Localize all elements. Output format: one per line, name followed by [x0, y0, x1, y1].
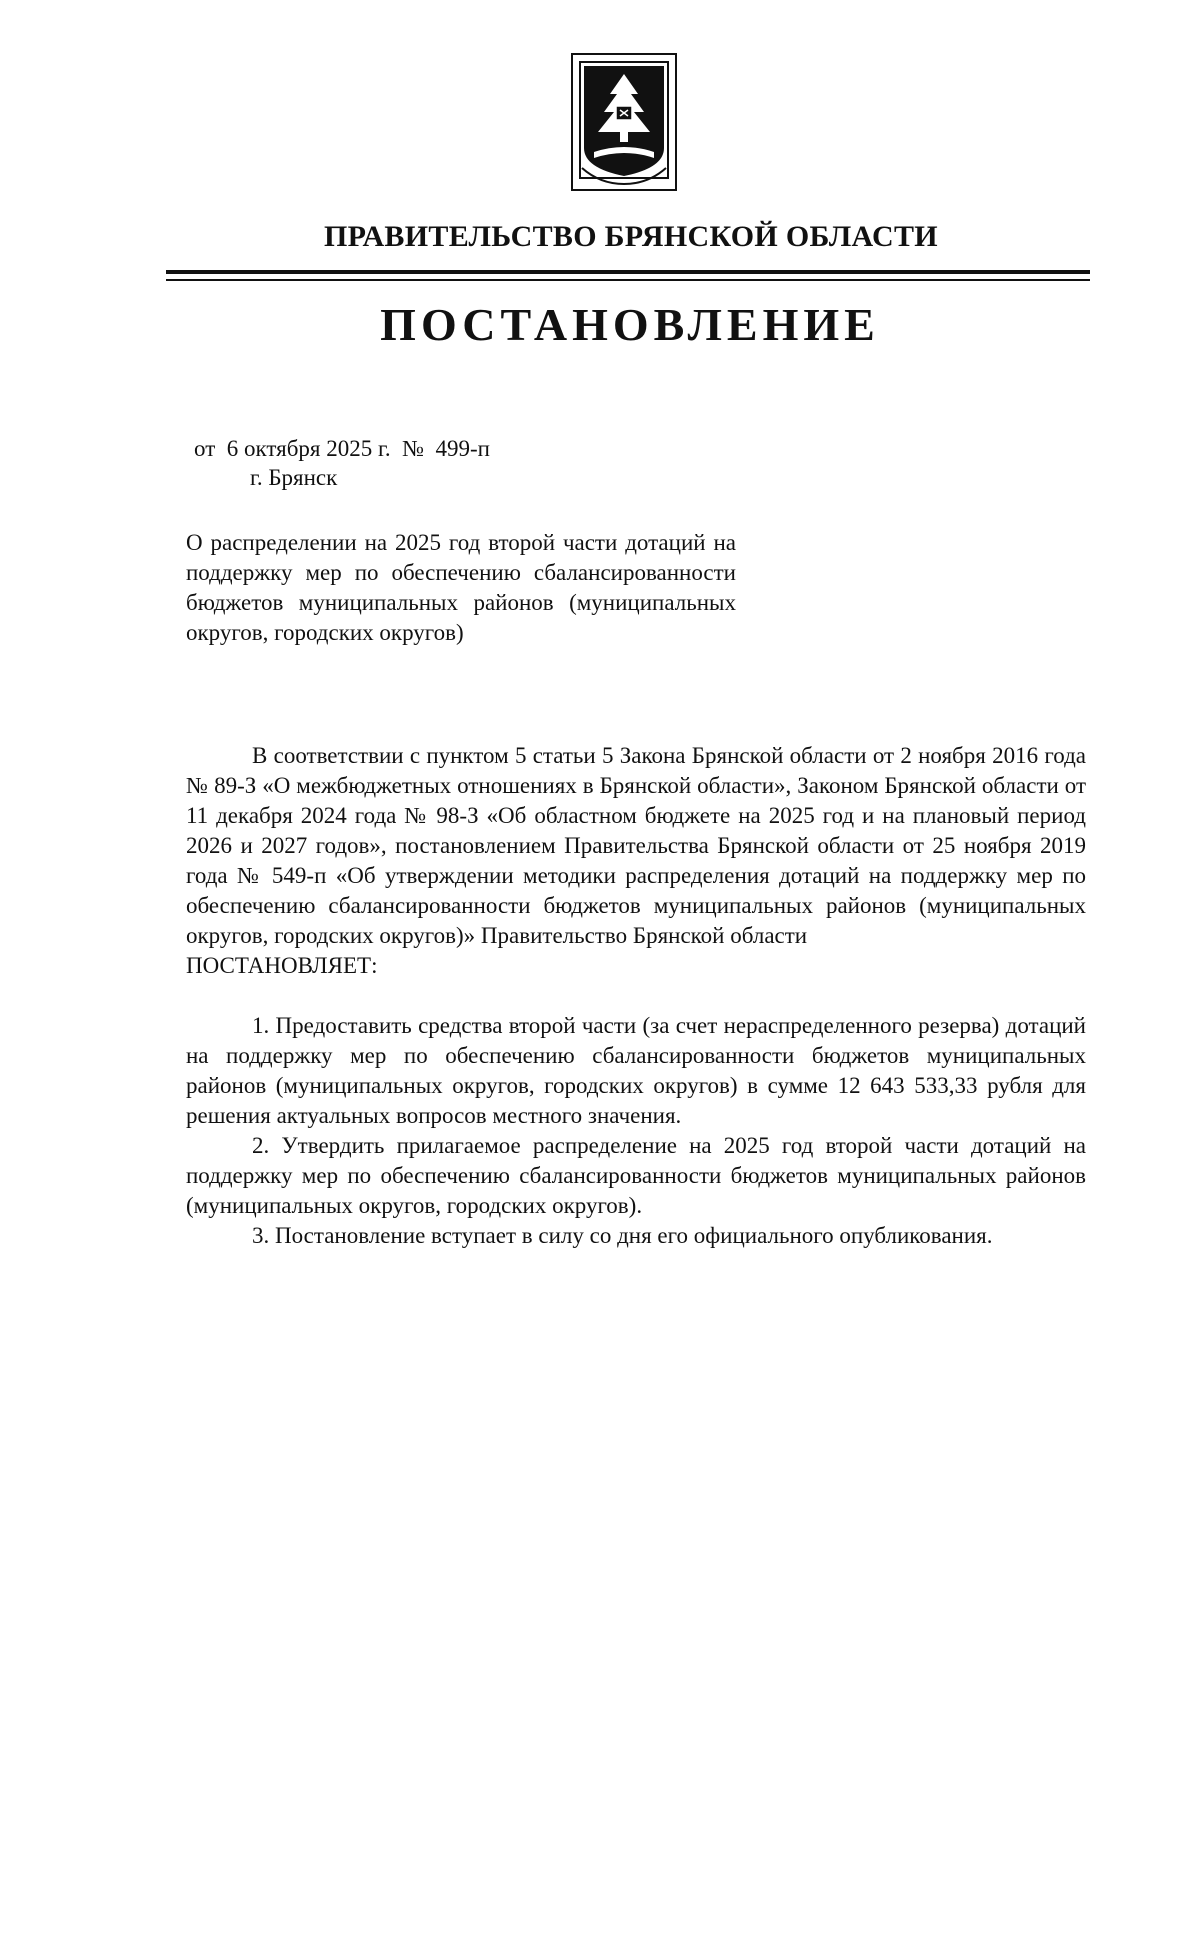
decree-item-1: 1. Предоставить средства второй части (за счет нераспределенного резерва) дотаций на поддержку мер по обеспечению сбалансированности бюджетов муниципальных районов (муниципальных округов, городских округов) в сумме 12 643 533,33 рубля для решения актуальных вопросов местного значения. [186, 1013, 1086, 1128]
coat-of-arms-icon [570, 52, 678, 192]
date-and-number: от 6 октября 2025 г. № 499-п [194, 436, 490, 461]
preamble-paragraph: В соответствии с пунктом 5 статьи 5 Закона Брянской области от 2 ноября 2016 года № 89-З «О межбюджетных отношениях в Брянской области», Законом Брянской области от 11 декабря 2024 года № 98-З «Об областном бюджете на 2025 год и на плановый период 2026 и 2027 годов», постановлением Правительства Брянской области от 25 ноября 2019 года № 549-п «Об утверждении методики распределения дотаций на поддержку мер по обеспечению сбалансированности бюджетов муниципальных районов (муниципальных округов, городских округов)» Правительство Брянской области [186, 743, 1086, 948]
document-body [186, 741, 1086, 1251]
document-subject: О распределении на 2025 год второй части дотаций на поддержку мер по обеспечению сбалансированности бюджетов муниципальных районов (муниципальных округов, городских округов) [186, 530, 736, 645]
decree-item-3: 3. Постановление вступает в силу со дня его официального опубликования. [252, 1223, 993, 1248]
city-line: г. Брянск [250, 465, 338, 490]
decree-word: ПОСТАНОВЛЯЕТ: [186, 953, 378, 978]
decree-item-2: 2. Утвердить прилагаемое распределение на 2025 год второй части дотаций на поддержку мер по обеспечению сбалансированности бюджетов муниципальных районов (муниципальных округов, городских округов). [186, 1133, 1086, 1218]
header-divider-thick [166, 270, 1090, 274]
header-divider-thin [166, 279, 1090, 281]
organization-title: ПРАВИТЕЛЬСТВО БРЯНСКОЙ ОБЛАСТИ [324, 220, 938, 253]
document-type-heading: ПОСТАНОВЛЕНИЕ [380, 299, 880, 350]
